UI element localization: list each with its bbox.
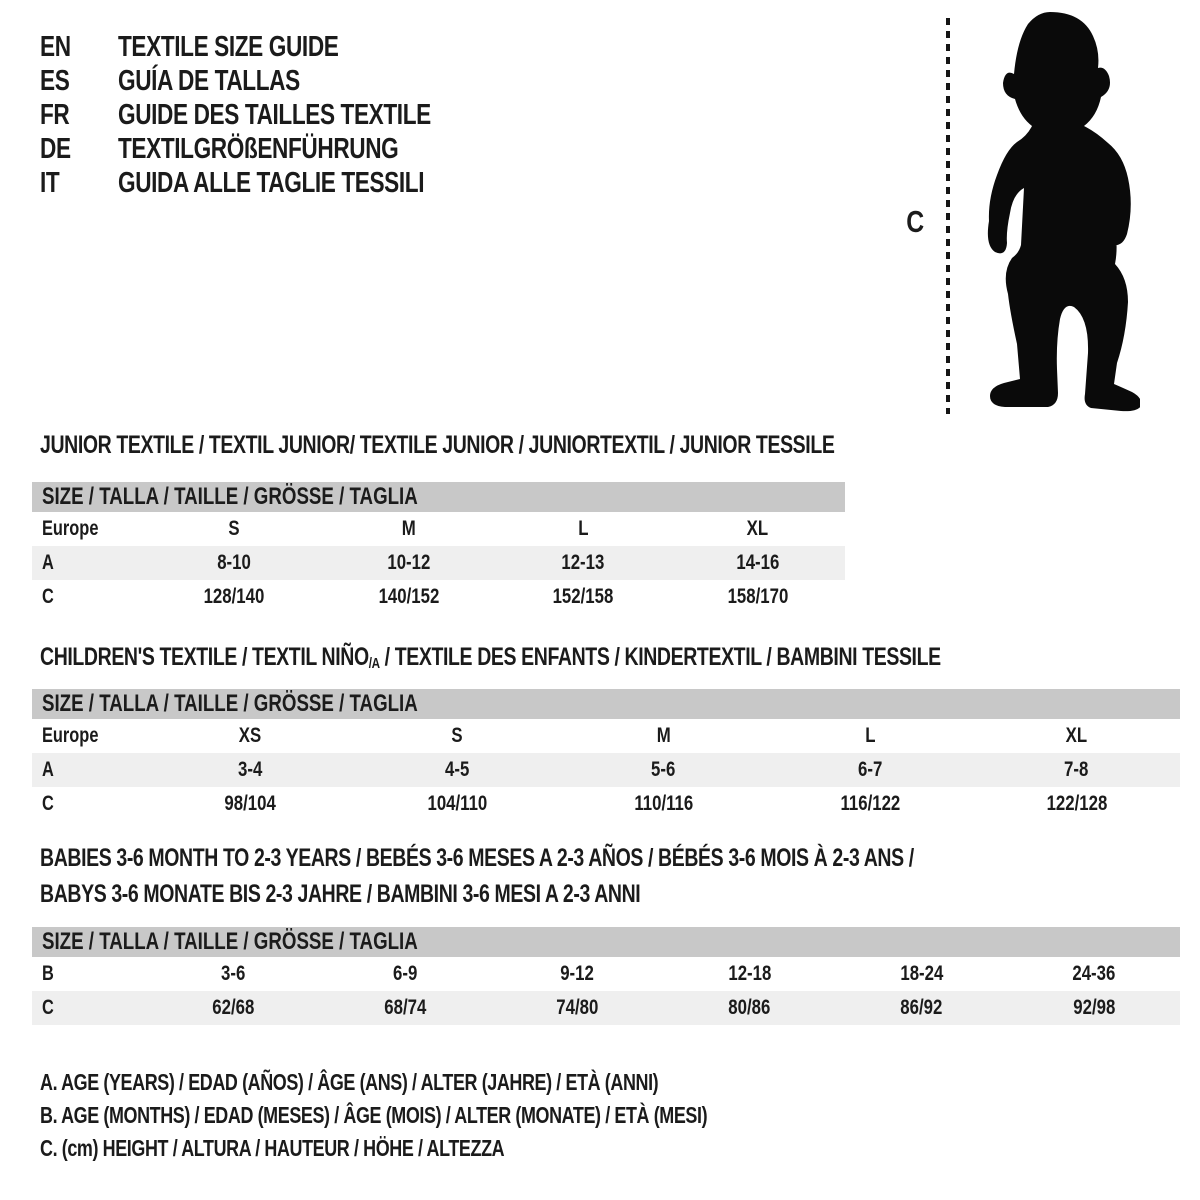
size-cell: M	[656, 724, 671, 747]
table-row	[32, 753, 1180, 787]
age-cell: 6-7	[857, 758, 883, 781]
size-cell: XL	[747, 517, 769, 540]
age-cell: 6-9	[393, 962, 418, 985]
height-cell: 158/170	[727, 585, 789, 608]
language-title-list	[40, 30, 519, 200]
height-cell: 80/86	[728, 996, 771, 1019]
language-code: IT	[40, 167, 60, 199]
row-label: Europe	[42, 517, 99, 540]
age-cell: 3-4	[238, 758, 263, 781]
age-cell: 24-36	[1072, 962, 1116, 985]
junior-size-table	[32, 482, 845, 614]
height-measure-label: C	[906, 204, 925, 239]
table-row	[32, 546, 845, 580]
table-row	[32, 787, 1180, 821]
children-section-title: CHILDREN'S TEXTILE / TEXTIL NIÑO/A / TEXTILE DES ENFANTS / KINDERTEXTIL / BAMBINI TESSILE	[40, 643, 941, 672]
size-cell: L	[864, 724, 876, 747]
height-cell: 122/128	[1046, 792, 1108, 815]
junior-section-title: JUNIOR TEXTILE / TEXTIL JUNIOR/ TEXTILE JUNIOR / JUNIORTEXTIL / JUNIOR TESSILE	[40, 431, 835, 459]
language-row-it	[40, 166, 519, 200]
height-cell: 128/140	[203, 585, 265, 608]
size-cell: S	[451, 724, 463, 747]
row-label: C	[42, 585, 54, 608]
size-header-bar: SIZE / TALLA / TAILLE / GRÖSSE / TAGLIA	[32, 689, 1180, 719]
height-cell: 152/158	[552, 585, 614, 608]
language-code: FR	[40, 99, 70, 131]
height-cell: 110/116	[634, 792, 693, 815]
age-cell: 4-5	[444, 758, 470, 781]
language-row-en	[40, 30, 519, 64]
height-cell: 62/68	[212, 996, 255, 1019]
language-code: ES	[40, 65, 70, 97]
size-header-bar: SIZE / TALLA / TAILLE / GRÖSSE / TAGLIA	[32, 927, 1180, 957]
guide-title-fr: GUIDE DES TAILLES TEXTILE	[118, 99, 431, 131]
legend-line-a: A. AGE (YEARS) / EDAD (AÑOS) / ÂGE (ANS) / ALTER (JAHRE) / ETÀ (ANNI)	[40, 1069, 659, 1095]
height-cell: 98/104	[224, 792, 276, 815]
toddler-silhouette-icon	[960, 6, 1140, 421]
age-cell: 9-12	[560, 962, 595, 985]
size-cell: L	[578, 517, 589, 540]
babies-section-title: BABIES 3-6 MONTH TO 2-3 YEARS / BEBÉS 3-6 MESES A 2-3 AÑOS / BÉBÉS 3-6 MOIS À 2-3 ANS / BABYS 3-6 MONATE BIS 2-3 JAHRE / BAMBINI 3-6 MESI A 2-3 ANNI	[40, 844, 914, 908]
table-row	[32, 512, 845, 546]
size-cell: XS	[239, 724, 262, 747]
children-size-table	[32, 689, 1180, 821]
language-code: DE	[40, 133, 71, 165]
age-cell: 14-16	[736, 551, 780, 574]
nino-a-subscript: /A	[368, 655, 380, 672]
height-measure-dashed-line	[946, 18, 950, 414]
age-cell: 10-12	[387, 551, 431, 574]
language-code: EN	[40, 31, 71, 63]
age-cell: 18-24	[900, 962, 944, 985]
guide-title-de: TEXTILGRÖßENFÜHRUNG	[118, 133, 399, 165]
height-cell: 74/80	[556, 996, 599, 1019]
measure-legend	[40, 1066, 895, 1165]
age-cell: 12-18	[728, 962, 772, 985]
age-cell: 8-10	[217, 551, 252, 574]
row-label: A	[42, 551, 54, 574]
guide-title-en: TEXTILE SIZE GUIDE	[118, 31, 339, 63]
language-row-fr	[40, 98, 519, 132]
babies-size-table	[32, 927, 1180, 1025]
language-row-es	[40, 64, 519, 98]
table-row	[32, 957, 1180, 991]
height-cell: 86/92	[900, 996, 943, 1019]
row-label: C	[42, 792, 54, 815]
row-label: C	[42, 996, 54, 1019]
age-cell: 5-6	[651, 758, 676, 781]
height-cell: 104/110	[426, 792, 487, 815]
size-header-bar: SIZE / TALLA / TAILLE / GRÖSSE / TAGLIA	[32, 482, 845, 512]
legend-line-b: B. AGE (MONTHS) / EDAD (MESES) / ÂGE (MOIS) / ALTER (MONATE) / ETÀ (MESI)	[40, 1102, 708, 1128]
height-cell: 92/98	[1072, 996, 1115, 1019]
age-cell: 3-6	[220, 962, 246, 985]
row-label: B	[42, 962, 54, 985]
age-cell: 7-8	[1064, 758, 1089, 781]
height-cell: 140/152	[378, 585, 440, 608]
size-cell: XL	[1065, 724, 1088, 747]
row-label: Europe	[42, 724, 99, 747]
guide-title-es: GUÍA DE TALLAS	[118, 65, 300, 97]
row-label: A	[42, 758, 54, 781]
age-cell: 12-13	[561, 551, 605, 574]
size-cell: M	[401, 517, 416, 540]
height-cell: 68/74	[384, 996, 427, 1019]
table-row	[32, 991, 1180, 1025]
table-row	[32, 719, 1180, 753]
guide-title-it: GUIDA ALLE TAGLIE TESSILI	[118, 167, 425, 199]
height-cell: 116/122	[840, 792, 900, 815]
size-cell: S	[228, 517, 240, 540]
legend-line-c: C. (cm) HEIGHT / ALTURA / HAUTEUR / HÖHE / ALTEZZA	[40, 1135, 505, 1161]
language-row-de	[40, 132, 519, 166]
table-row	[32, 580, 845, 614]
